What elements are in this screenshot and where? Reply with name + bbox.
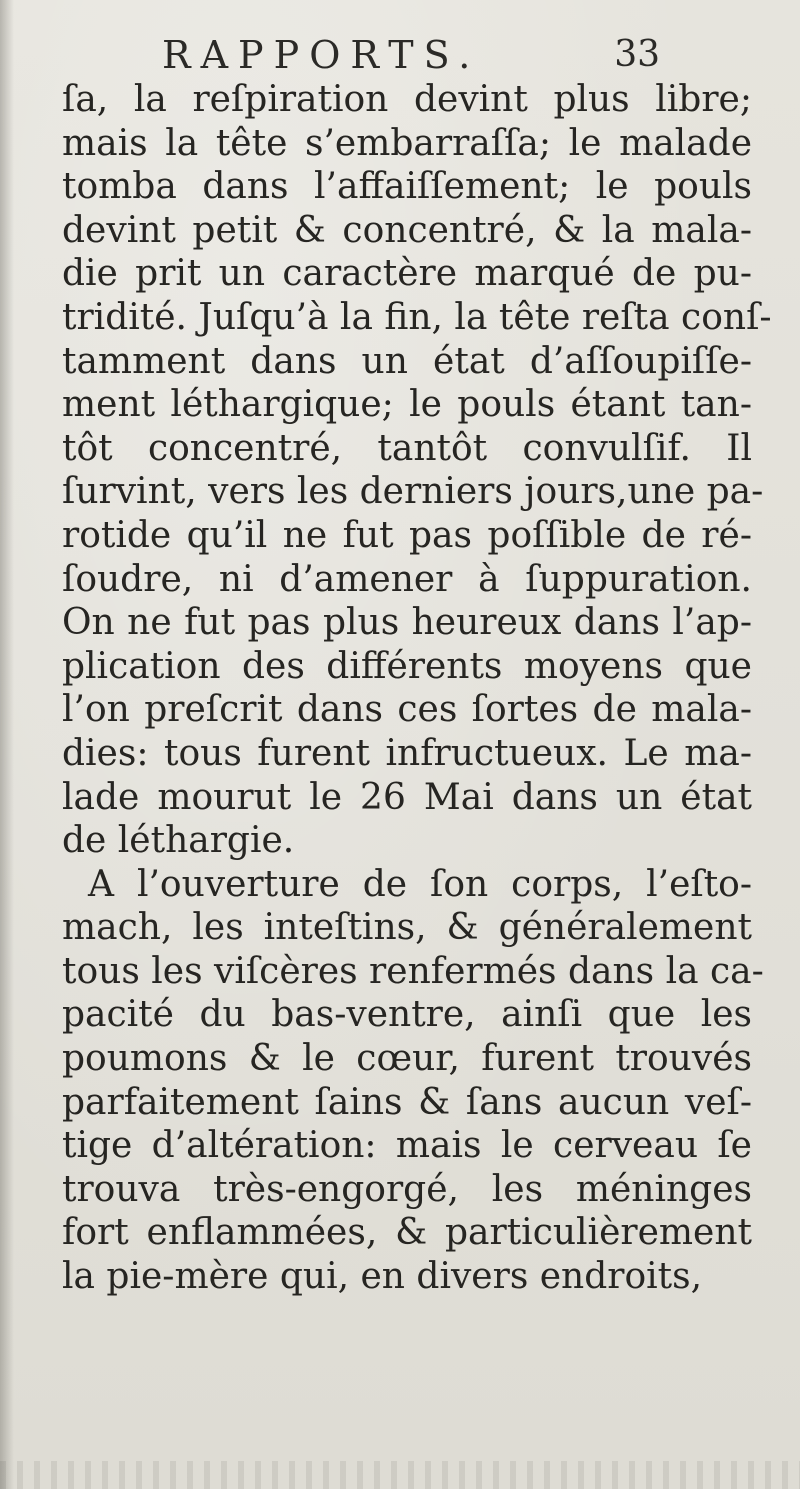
- text-line: ſoudre, ni d’amener à ſuppuration.: [62, 558, 752, 600]
- text-line: A l’ouverture de ſon corps, l’eſto-: [88, 863, 752, 905]
- text-line: ſurvint, vers les derniers jours,une pa-: [62, 471, 764, 513]
- text-line: tige d’altération: mais le cerveau ſe: [62, 1125, 752, 1167]
- text-line: poumons & le cœur, furent trouvés: [62, 1038, 752, 1080]
- text-line: die prit un caractère marqué de pu-: [62, 253, 752, 295]
- text-line: trouva très-engorgé, les méninges: [62, 1168, 752, 1210]
- text-line: dies: tous furent infructueux. Le ma-: [62, 732, 752, 774]
- text-line: plication des différents moyens que: [62, 645, 752, 687]
- text-line: rotide qu’il ne fut pas poſſible de ré-: [62, 514, 752, 556]
- text-line: l’on preſcrit dans ces ſortes de mala-: [62, 689, 752, 731]
- text-line: tridité. Juſqu’à la fin, la tête reſta conſ-: [62, 296, 772, 338]
- text-line: tôt concentré, tantôt convulſif. Il: [62, 427, 752, 469]
- gutter-shadow: [0, 0, 14, 1489]
- text-line: tomba dans l’affaiſſement; le pouls: [62, 166, 752, 208]
- text-line: de léthargie.: [62, 820, 295, 862]
- text-line: mach, les inteſtins, & généralement: [62, 907, 752, 949]
- text-line: fort enflammées, & particulièrement: [62, 1212, 752, 1254]
- text-line: pacité du bas-ventre, ainſi que les: [62, 994, 752, 1036]
- text-line: lade mourut le 26 Mai dans un état: [62, 776, 752, 818]
- text-line: ment léthargique; le pouls étant tan-: [62, 384, 752, 426]
- text-line: tamment dans un état d’aſſoupiſſe-: [62, 340, 752, 382]
- page-number: 33: [614, 34, 660, 75]
- text-line: tous les viſcères renfermés dans la ca-: [62, 950, 764, 992]
- running-head-title: RAPPORTS.: [162, 33, 481, 77]
- text-line: ſa, la reſpiration devint plus libre;: [62, 79, 752, 120]
- running-head: [132, 30, 672, 80]
- text-line: On ne fut pas plus heureux dans l’ap-: [62, 602, 752, 644]
- body-text: [62, 78, 772, 1299]
- text-line: mais la tête s’embarraſſa; le malade: [62, 122, 752, 164]
- text-line: devint petit & concentré, & la mala-: [62, 209, 752, 251]
- text-line: la pie-mère qui, en divers endroits,: [62, 1256, 703, 1298]
- bottom-bleed-through: [0, 1461, 800, 1489]
- text-line: parfaitement ſains & ſans aucun veſ-: [62, 1081, 752, 1123]
